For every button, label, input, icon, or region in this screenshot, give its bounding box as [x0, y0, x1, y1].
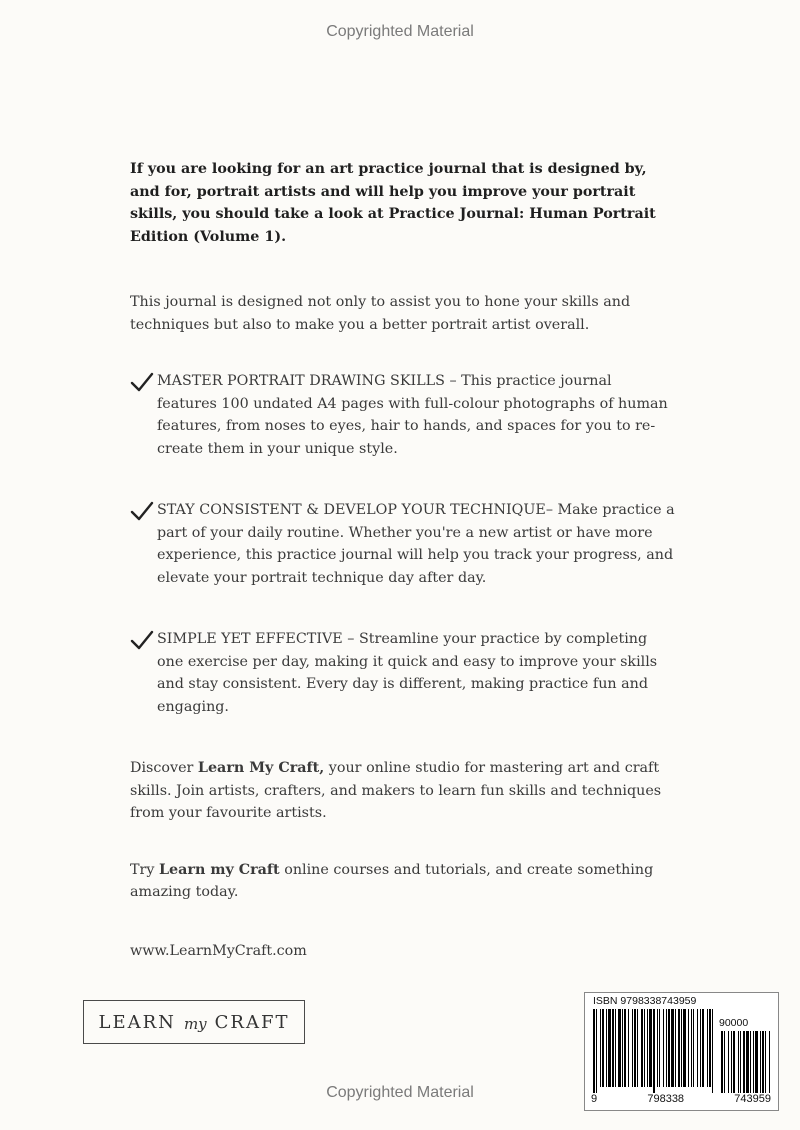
feature-item [130, 628, 675, 718]
feature-item [130, 499, 675, 589]
barcode-bar [675, 1009, 676, 1087]
intro-paragraph: If you are looking for an art practice journal that is designed by, and for, portrait artists and will help you improve your portrait skills, you should take a look at Practice Journal: Human Portrait Edition (Volume 1). [130, 161, 656, 245]
feature-text: SIMPLE YET EFFECTIVE – Streamline your practice by completing one exercise per day, making it quick and easy to improve your skills and stay consistent. Every day is different, making practice fun and engaging. [157, 631, 658, 715]
barcode-bar [608, 1009, 611, 1087]
watermark-bottom: Copyrighted Material [326, 1084, 474, 1101]
barcode-bar [693, 1009, 694, 1087]
barcode-bar [618, 1009, 621, 1087]
barcode-bar [593, 1009, 595, 1093]
isbn-digit-group: 743959 [734, 1093, 771, 1105]
barcode-bar [602, 1009, 604, 1087]
discover-paragraph [130, 757, 675, 825]
back-cover-text [130, 158, 675, 996]
checkmark-icon [130, 630, 154, 650]
barcode-bar [666, 1009, 667, 1087]
barcode-bar [644, 1009, 645, 1087]
feature-item [130, 370, 675, 460]
isbn-label: ISBN 9798338743959 [593, 995, 697, 1007]
isbn-digit-lead: 9 [591, 1093, 598, 1105]
logo-word-my: my [183, 1015, 207, 1033]
price-code: 90000 [719, 1017, 749, 1029]
barcode-bar [702, 1009, 704, 1087]
barcode-bar [606, 1009, 607, 1087]
try-lead: Try [130, 861, 159, 878]
logo-word-learn: LEARN [98, 1011, 176, 1033]
barcode-bar [683, 1009, 686, 1087]
barcode-bar [712, 1009, 713, 1093]
barcode-bar [612, 1009, 614, 1087]
brand-name: Learn My Craft, [197, 760, 325, 776]
barcode-bar [634, 1009, 636, 1087]
barcode-bar [659, 1009, 660, 1087]
barcode-bar [688, 1009, 689, 1087]
logo-word-craft: CRAFT [214, 1011, 290, 1033]
barcode-bar [653, 1009, 655, 1093]
learn-my-craft-logo [83, 1000, 305, 1044]
barcode-bar [709, 1009, 711, 1087]
barcode-bar [632, 1009, 633, 1087]
checkmark-icon [130, 372, 154, 392]
barcode-bar [678, 1009, 680, 1087]
website-link[interactable]: www.LearnMyCraft.com [130, 942, 307, 959]
barcode-bar [624, 1009, 626, 1087]
try-rest: online courses and tutorials, and create something amazing today. [130, 861, 654, 900]
feature-text: STAY CONSISTENT & DEVELOP YOUR TECHNIQUE– Make practice a part of your daily routine. Whether you're a new artist or have more experience, this practice journal will help you track your progress, and elevate your portrait technique day after day. [157, 502, 675, 586]
barcode-bar [668, 1009, 670, 1087]
barcode-bar [641, 1009, 643, 1087]
barcode-bar [615, 1009, 616, 1087]
barcode-bar [657, 1009, 658, 1087]
brand-name: Learn my Craft [159, 861, 280, 878]
barcode-bar [700, 1009, 701, 1087]
barcode-bar [596, 1009, 597, 1093]
barcode-bar [681, 1009, 682, 1087]
barcode-bar [628, 1009, 629, 1087]
isbn-digit-group: 798338 [647, 1093, 685, 1105]
description-paragraph: This journal is designed not only to assist you to hone your skills and techniques but also to make you a better portrait artist overall. [130, 294, 631, 333]
barcode-bar [649, 1009, 652, 1087]
barcode-bar [637, 1009, 638, 1087]
feature-text: MASTER PORTRAIT DRAWING SKILLS – This practice journal features 100 undated A4 pages with full-colour photographs of human features, from noses to eyes, hair to hands, and spaces for you to re-create them in your unique style. [157, 373, 668, 457]
barcode-bar [622, 1009, 623, 1087]
discover-rest: your online studio for mastering art and craft skills. Join artists, crafters, and makers to learn fun skills and techniques from your favourite artists. [130, 760, 662, 821]
barcode-bar [663, 1009, 664, 1087]
barcode-bar [697, 1009, 698, 1087]
barcode-bar [647, 1009, 648, 1087]
watermark-top: Copyrighted Material [326, 23, 474, 40]
barcode-bar [600, 1009, 601, 1087]
checkmark-icon [130, 501, 154, 521]
discover-lead: Discover [130, 760, 198, 776]
barcode-bar [691, 1009, 692, 1087]
try-paragraph [130, 859, 675, 904]
barcode-bar [707, 1009, 708, 1087]
barcode-bar [671, 1009, 674, 1087]
